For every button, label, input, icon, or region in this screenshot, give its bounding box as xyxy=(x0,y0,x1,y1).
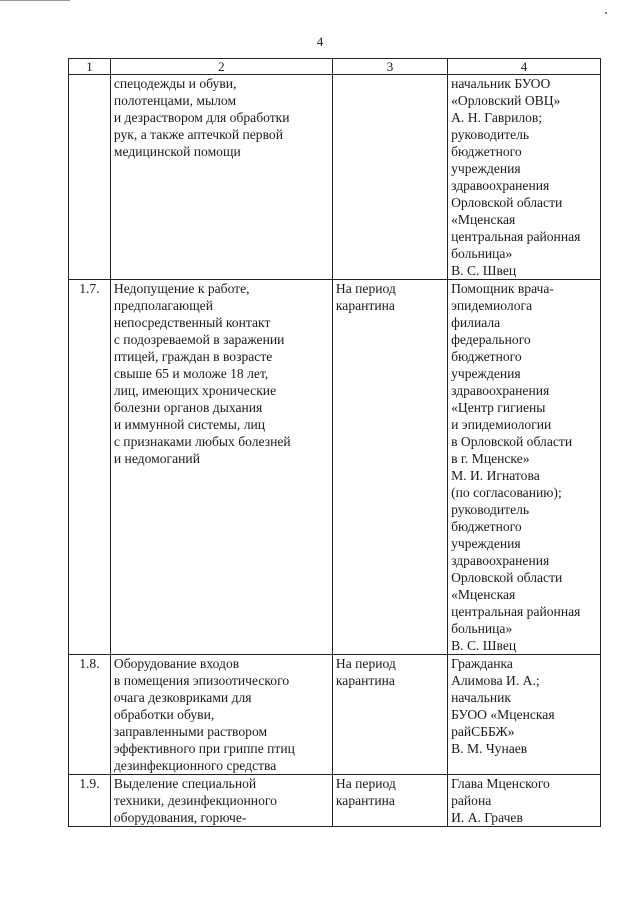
responsible-line: «Мценская xyxy=(451,212,516,227)
header-col-2: 2 xyxy=(110,59,332,75)
measure-line: и иммунной системы, лиц xyxy=(113,417,266,432)
measure-line: заправленными раствором xyxy=(113,724,268,739)
responsible-line: здравоохранения xyxy=(451,383,550,398)
responsible-line: В. С. Швец xyxy=(451,263,517,278)
responsible-line: Гражданка xyxy=(451,656,513,671)
responsible-line: «Орловский ОВЦ» xyxy=(451,93,561,108)
responsible-line: центральная районная xyxy=(451,604,581,619)
measure-line: непосредственный контакт xyxy=(113,315,271,330)
measure-line: Выделение специальной xyxy=(113,776,257,791)
responsible-line: федерального xyxy=(451,332,531,347)
responsible-line: «Мценская xyxy=(451,587,516,602)
responsible-line: бюджетного xyxy=(451,349,522,364)
header-col-1: 1 xyxy=(69,59,111,75)
measure-line: свыше 65 и моложе 18 лет, xyxy=(113,366,269,381)
responsible-line: и эпидемиологии xyxy=(451,417,552,432)
responsible-cell xyxy=(448,655,601,775)
measure-cell xyxy=(110,775,332,827)
term-line: карантина xyxy=(335,673,395,688)
responsible-line: руководитель xyxy=(451,502,530,517)
row-number: 1.7. xyxy=(79,281,100,296)
measures-table xyxy=(68,58,601,827)
term-line: карантина xyxy=(335,793,395,808)
responsible-line: В. М. Чунаев xyxy=(451,741,528,756)
responsible-line: учреждения xyxy=(451,366,521,381)
responsible-line: А. Н. Гаврилов; xyxy=(451,110,543,125)
term-cell xyxy=(332,775,447,827)
responsible-line: в г. Мценске» xyxy=(451,451,530,466)
measure-line: дезинфекционного средства xyxy=(113,758,277,773)
responsible-line: бюджетного xyxy=(451,144,522,159)
responsible-line: БУОО «Мценская xyxy=(451,707,555,722)
measure-line: и недомоганий xyxy=(113,451,200,466)
row-number: 1.9. xyxy=(79,776,100,791)
table-row xyxy=(69,655,601,775)
measure-cell xyxy=(110,655,332,775)
responsible-line: бюджетного xyxy=(451,519,522,534)
term-cell xyxy=(332,75,447,280)
scan-speck xyxy=(605,12,607,14)
responsible-line: филиала xyxy=(451,315,501,330)
responsible-line: «Центр гигиены xyxy=(451,400,546,415)
responsible-line: Помощник врача- xyxy=(451,281,554,296)
measure-line: обработки обуви, xyxy=(113,707,215,722)
responsible-line: Орловской области xyxy=(451,195,563,210)
measure-line: оборудования, горюче- xyxy=(113,810,247,825)
responsible-line: Глава Мценского xyxy=(451,776,550,791)
responsible-cell xyxy=(448,280,601,655)
responsible-cell xyxy=(448,775,601,827)
responsible-line: В. С. Швец xyxy=(451,638,517,653)
measure-line: рук, а также аптечкой первой xyxy=(113,127,283,142)
table-row xyxy=(69,280,601,655)
row-number-cell xyxy=(69,75,111,280)
responsible-line: руководитель xyxy=(451,127,530,142)
responsible-line: района xyxy=(451,793,492,808)
row-number-cell xyxy=(69,775,111,827)
measure-line: техники, дезинфекционного xyxy=(113,793,277,808)
measure-line: очага дезковриками для xyxy=(113,690,252,705)
row-number-cell xyxy=(69,655,111,775)
term-line: На период xyxy=(335,776,396,791)
header-col-4: 4 xyxy=(448,59,601,75)
table-row xyxy=(69,75,601,280)
measure-cell xyxy=(110,280,332,655)
responsible-line: райСББЖ» xyxy=(451,724,515,739)
measure-line: эффективного при гриппе птиц xyxy=(113,741,295,756)
term-line: карантина xyxy=(335,298,395,313)
measure-line: болезни органов дыхания xyxy=(113,400,263,415)
responsible-line: (по согласованию); xyxy=(451,485,562,500)
responsible-line: центральная районная xyxy=(451,229,581,244)
measure-line: в помещения эпизоотического xyxy=(113,673,290,688)
responsible-line: учреждения xyxy=(451,536,521,551)
measure-line: Оборудование входов xyxy=(113,656,240,671)
term-cell xyxy=(332,280,447,655)
header-col-3: 3 xyxy=(332,59,447,75)
responsible-line: Алимова И. А.; xyxy=(451,673,540,688)
responsible-line: И. А. Грачев xyxy=(451,810,523,825)
measure-line: предполагающей xyxy=(113,298,213,313)
term-cell xyxy=(332,655,447,775)
scan-edge-rule xyxy=(0,0,70,1)
measure-line: с признаками любых болезней xyxy=(113,434,291,449)
responsible-cell xyxy=(448,75,601,280)
responsible-line: здравоохранения xyxy=(451,178,550,193)
responsible-line: больница» xyxy=(451,621,513,636)
responsible-line: начальник xyxy=(451,690,511,705)
measure-cell xyxy=(110,75,332,280)
measure-line: с подозреваемой в заражении xyxy=(113,332,285,347)
measure-line: Недопущение к работе, xyxy=(113,281,250,296)
table-row xyxy=(69,775,601,827)
row-number: 1.8. xyxy=(79,656,100,671)
page-number: 4 xyxy=(316,34,324,49)
term-line: На период xyxy=(335,281,396,296)
responsible-line: М. И. Игнатова xyxy=(451,468,540,483)
table-header-row xyxy=(69,59,601,75)
row-number-cell xyxy=(69,280,111,655)
measure-line: полотенцами, мылом xyxy=(113,93,237,108)
measure-line: медицинской помощи xyxy=(113,144,241,159)
responsible-line: в Орловской области xyxy=(451,434,573,449)
responsible-line: эпидемиолога xyxy=(451,298,533,313)
measure-line: и дезраствором для обработки xyxy=(113,110,290,125)
responsible-line: здравоохранения xyxy=(451,553,550,568)
responsible-line: учреждения xyxy=(451,161,521,176)
responsible-line: начальник БУОО xyxy=(451,76,551,91)
measure-line: спецодежды и обуви, xyxy=(113,76,237,91)
responsible-line: Орловской области xyxy=(451,570,563,585)
measure-line: лиц, имеющих хронические xyxy=(113,383,277,398)
responsible-line: больница» xyxy=(451,246,513,261)
term-line: На период xyxy=(335,656,396,671)
measure-line: птицей, граждан в возрасте xyxy=(113,349,273,364)
